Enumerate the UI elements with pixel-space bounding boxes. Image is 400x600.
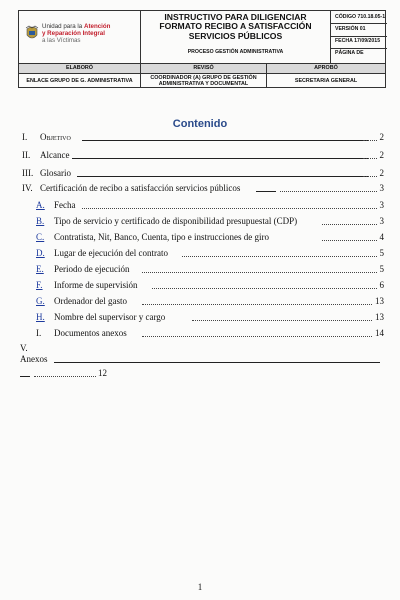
toc-entry-page: 2	[379, 150, 384, 160]
logo-line3: a las Víctimas	[42, 36, 81, 44]
toc-dots	[182, 256, 377, 257]
toc-dots	[142, 304, 372, 305]
toc-entry-page: 3	[379, 216, 384, 226]
toc-entry-page: 2	[379, 168, 384, 178]
toc-underline	[256, 191, 276, 192]
toc-entry-page: 3	[379, 200, 384, 210]
toc-entry-text: Objetivo	[40, 132, 71, 142]
toc-dots	[152, 288, 377, 289]
toc-dots	[322, 240, 377, 241]
meta-cell	[331, 11, 387, 63]
meta-divider	[331, 48, 387, 49]
signer-aprobo	[267, 73, 385, 88]
role-aprobo: APROBÓ	[314, 65, 338, 71]
coat-of-arms-icon	[25, 25, 39, 43]
toc-entry-objetivo[interactable]	[22, 132, 384, 143]
toc-entry-page: 6	[379, 280, 384, 290]
toc-dots	[34, 376, 96, 377]
toc-entry-number: II.	[22, 150, 31, 160]
toc-entry-text: Glosario	[40, 168, 71, 178]
signer-reviso-text: COORDINADOR (A) GRUPO DE GESTIÓN ADMINISTRATIVA Y DOCUMENTAL	[150, 75, 257, 87]
signers-row	[19, 73, 385, 88]
toc-entry-letter-link[interactable]: A.	[36, 200, 45, 210]
toc-entry-text: Tipo de servicio y certificado de disponibilidad presupuestal (CDP)	[54, 216, 298, 226]
toc-entry-letter-link[interactable]: E.	[36, 264, 44, 274]
toc-dots	[363, 158, 377, 159]
toc-entry-periodo[interactable]	[22, 264, 384, 275]
logo-line2: y Reparación Integral	[42, 29, 105, 37]
toc-entry-text: Periodo de ejecución	[54, 264, 130, 274]
toc-entry-supervisor[interactable]	[22, 312, 384, 323]
toc-dots	[363, 140, 377, 141]
toc-entry-ordenador[interactable]	[22, 296, 384, 307]
toc-entry-contratista[interactable]	[22, 232, 384, 243]
toc-dots	[322, 224, 377, 225]
meta-divider	[331, 23, 387, 24]
toc-entry-page: 12	[98, 368, 107, 378]
toc-underline	[20, 376, 30, 377]
signer-reviso	[141, 73, 267, 88]
toc-entry-letter-link[interactable]: C.	[36, 232, 45, 242]
toc-entry-number: I.	[22, 132, 28, 142]
toc-leader	[54, 362, 380, 363]
toc-entry-fecha[interactable]	[22, 200, 384, 211]
toc-leader	[77, 176, 368, 177]
process-label: PROCESO GESTIÓN ADMINISTRATIVA	[187, 49, 284, 55]
toc-entry-text: Anexos	[20, 354, 48, 364]
toc-entry-text: Documentos anexos	[54, 328, 127, 338]
page-number: 1	[197, 582, 203, 592]
toc-v-number: V.	[20, 343, 28, 353]
signer-aprobo-text: SECRETARIA GENERAL	[294, 78, 358, 84]
toc-entry-number: IV.	[22, 183, 33, 193]
toc-leader	[72, 158, 368, 159]
toc-entry-text: Alcance	[40, 150, 70, 160]
toc-entry-letter-link[interactable]: F.	[36, 280, 43, 290]
toc-entry-alcance[interactable]	[22, 150, 384, 161]
toc-entry-text: Ordenador del gasto	[54, 296, 127, 306]
toc-entry-letter: I.	[36, 328, 42, 338]
document-version: VERSIÓN 01	[335, 26, 366, 32]
toc-entry-certificacion[interactable]	[22, 183, 384, 194]
role-reviso: REVISÓ	[141, 64, 267, 73]
signer-elaboro	[19, 73, 141, 88]
toc-entry-page: 2	[379, 132, 384, 142]
toc-entry-text: Nombre del supervisor y cargo	[54, 312, 166, 322]
logo-line1: Unidad para la	[42, 23, 83, 30]
toc-entry-letter-link[interactable]: H.	[36, 312, 45, 322]
logo-line1-bold: Atención	[83, 23, 111, 30]
document-code: CÓDIGO 710.18.05-1	[335, 14, 386, 20]
signer-elaboro-text: ENLACE GRUPO DE G. ADMINISTRATIVA	[26, 78, 133, 84]
toc-entry-letter-link[interactable]: D.	[36, 248, 45, 258]
toc-entry-anexos-page	[20, 368, 130, 379]
toc-entry-lugar[interactable]	[22, 248, 384, 259]
toc-entry-page: 13	[375, 296, 384, 306]
toc-entry-page: 13	[375, 312, 384, 322]
toc-entry-documentos[interactable]	[22, 328, 384, 339]
toc-entry-text: Contratista, Nit, Banco, Cuenta, tipo e instrucciones de giro	[54, 232, 269, 242]
toc-entry-letter-link[interactable]: G.	[36, 296, 45, 306]
document-title: INSTRUCTIVO PARA DILIGENCIAR FORMATO RECIBO A SATISFACCIÓN SERVICIOS PÚBLICOS	[159, 12, 312, 41]
toc-entry-tipo-servicio[interactable]	[22, 216, 384, 227]
toc-entry-letter-link[interactable]: B.	[36, 216, 45, 226]
toc-dots	[82, 208, 377, 209]
meta-divider	[331, 36, 387, 37]
toc-dots	[142, 336, 372, 337]
toc-entry-text: Informe de supervisión	[54, 280, 138, 290]
logo-text	[42, 24, 110, 44]
toc-entry-glosario[interactable]	[22, 168, 384, 179]
role-elaboro: ELABORÓ	[19, 64, 141, 73]
toc-entry-page: 5	[379, 264, 384, 274]
toc-dots	[142, 272, 377, 273]
toc-entry-anexos[interactable]	[20, 354, 380, 365]
toc-entry-page: 14	[375, 328, 384, 338]
toc-entry-text: Certificación de recibo a satisfacción servicios públicos	[40, 183, 241, 193]
toc-entry-informe[interactable]	[22, 280, 384, 291]
title-cell	[141, 11, 331, 63]
document-header-table	[18, 10, 386, 88]
toc-entry-text: Lugar de ejecución del contrato	[54, 248, 168, 258]
toc-dots	[363, 176, 377, 177]
toc-dots	[192, 320, 372, 321]
document-date: FECHA 17/09/2015	[335, 38, 381, 44]
toc-entry-text: Fecha	[54, 200, 76, 210]
toc-title: Contenido	[172, 118, 228, 130]
document-page-field: PÁGINA DE	[335, 50, 364, 56]
toc-dots	[280, 191, 377, 192]
toc-entry-page: 4	[379, 232, 384, 242]
toc-entry-page: 5	[379, 248, 384, 258]
toc-entry-number: III.	[22, 168, 34, 178]
toc-entry-page: 3	[379, 183, 384, 193]
toc-leader	[82, 140, 368, 141]
logo-cell	[19, 11, 141, 63]
